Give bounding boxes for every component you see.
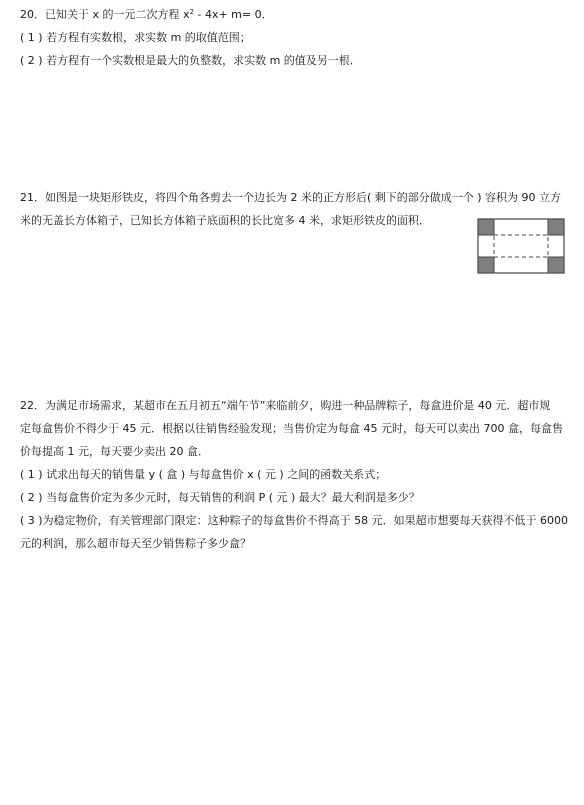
question-22-part-2: ( 2 ) 当每盒售价定为多少元时，每天销售的利润 P ( 元 ) 最大？最大利润是多少？ [20, 491, 420, 504]
corner-square-bottom-left [478, 257, 494, 273]
question-22-part-3-line-1: ( 3 )为稳定物价，有关管理部门限定：这种粽子的每盒售价不得高于 58 元．如果超市想要每天获得不低于 6000 [20, 514, 569, 527]
corner-square-top-left [478, 219, 494, 235]
question-21-line-2: 米的无盖长方体箱子，已知长方体箱子底面积的长比宽多 4 米，求矩形铁皮的面积． [20, 214, 430, 227]
question-20-part-2: ( 2 ) 若方程有一个实数根是最大的负整数，求实数 m 的值及另一根． [20, 54, 361, 67]
question-20-title [20, 8, 273, 22]
question-22-part-1: ( 1 ) 试求出每天的销售量 y ( 盒 ) 与每盒售价 x ( 元 ) 之间的函数关系式； [20, 468, 387, 481]
iron-sheet-figure [477, 218, 565, 274]
corner-square-top-right [548, 219, 564, 235]
question-22-part-3-line-2: 元的利润，那么超市每天至少销售粽子多少盒？ [20, 537, 251, 550]
q20-exponent: 2 [189, 8, 194, 16]
question-20-part-1: ( 1 ) 若方程有实数根，求实数 m 的取值范围； [20, 31, 251, 44]
q20-title-text: 20．已知关于 x 的一元二次方程 x [20, 8, 190, 21]
corner-square-bottom-right [548, 257, 564, 273]
q20-title-tail: - 4x+ m= 0． [193, 8, 273, 21]
question-22-line-2: 定每盒售价不得少于 45 元．根据以往销售经验发现；当售价定为每盒 45 元时，每天可以卖出 700 盒，每盒售 [20, 422, 563, 435]
question-22-line-1: 22．为满足市场需求，某超市在五月初五“端午节”来临前夕，购进一种品牌粽子，每盒进价是 40 元．超市规 [20, 399, 551, 412]
question-22-line-3: 价每提高 1 元，每天要少卖出 20 盒． [20, 445, 209, 458]
question-21-line-1: 21．如图是一块矩形铁皮，将四个角各剪去一个边长为 2 米的正方形后( 剩下的部分做成一个 ) 容积为 90 立方 [20, 191, 562, 204]
